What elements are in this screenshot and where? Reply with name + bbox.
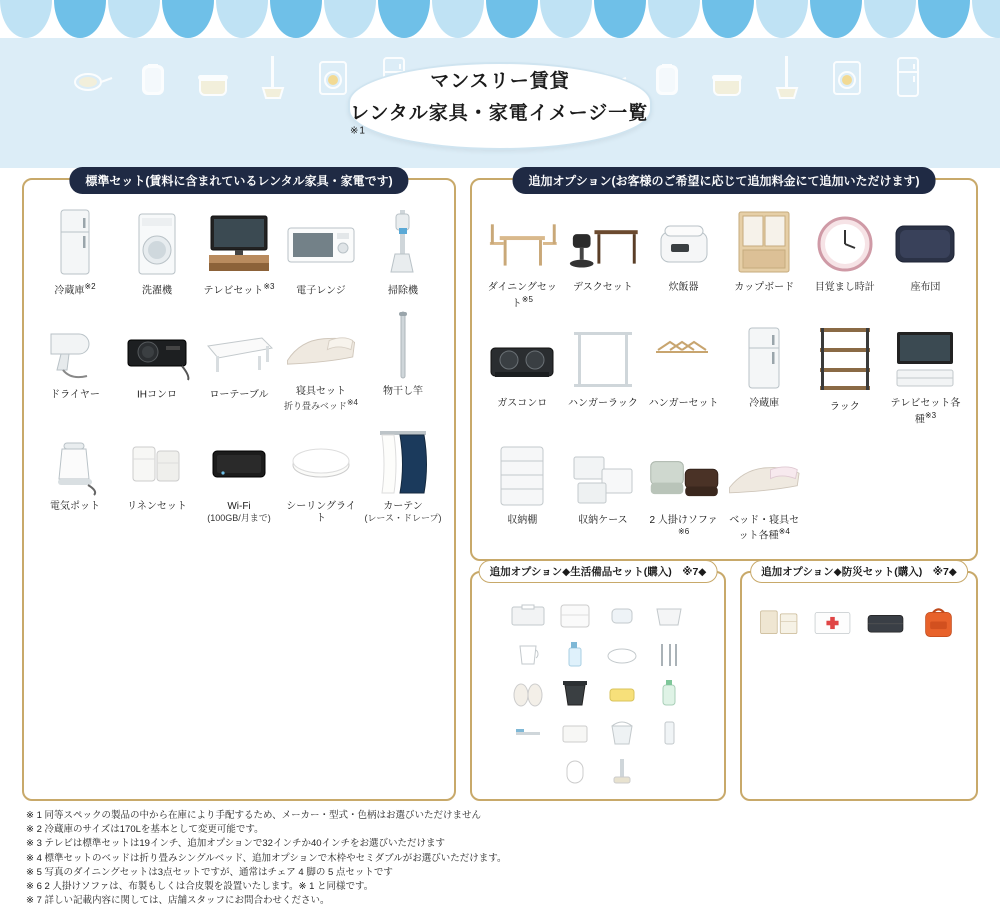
list-item — [280, 421, 362, 534]
footnote-2: ※ 2 冷蔵庫のサイズは170Lを基本として変更可能です。 — [26, 824, 264, 836]
disaster-goods-panel — [740, 565, 978, 801]
item-caption: 冷蔵庫 — [749, 398, 780, 410]
list-item — [198, 306, 280, 421]
footnote-4: ※ 4 標準セットのベッドは折り畳みシングルベッド、追加オプションで木枠やセミダブルがお選びいただけます。 — [26, 852, 507, 864]
options-grid — [482, 202, 966, 551]
footnote-7: ※ 7 詳しい記載内容に関しては、店舗スタッフにお問合わせください。 — [26, 895, 330, 907]
storage-case-icon — [565, 439, 642, 511]
item-caption: 冷蔵庫$^{※2}$ — [54, 282, 96, 297]
item-caption: ダイニングセット$^{※5}$ — [487, 282, 557, 309]
page-title-line2: レンタル家具・家電イメージ一覧$^{※1}$ — [350, 102, 649, 137]
blanket-icon — [862, 597, 909, 649]
item-caption: 2 人掛けソファ$^{※6}$ — [649, 514, 718, 537]
desk-set-icon — [565, 206, 642, 278]
first-aid-kit-icon — [809, 597, 856, 649]
list-item — [34, 306, 116, 421]
ceiling-light-icon — [282, 425, 360, 497]
list-item — [116, 421, 198, 534]
item-caption: ベッド・寝具セット各種$^{※4}$ — [729, 514, 800, 542]
bucket-icon — [600, 714, 644, 750]
list-item — [724, 435, 805, 551]
item-caption: デスクセット — [573, 282, 633, 293]
page-title — [348, 62, 652, 150]
footnotes — [22, 809, 978, 909]
item-caption: 電子レンジ — [296, 285, 346, 297]
hair-dryer-icon — [36, 310, 114, 382]
mop-icon — [766, 48, 808, 106]
emergency-food-icon — [756, 597, 803, 649]
refrigerator-icon — [886, 48, 928, 106]
item-caption: ハンガーセット — [648, 398, 719, 410]
paper-towel-icon — [553, 753, 597, 789]
item-caption: ハンガーラック — [568, 398, 638, 410]
soap-icon — [600, 597, 644, 633]
item-subcaption: 折り畳みベッド$^{※4}$ — [284, 398, 358, 412]
list-item — [362, 421, 444, 534]
washing-machine-icon — [826, 48, 868, 106]
list-item — [885, 318, 966, 434]
list-item — [563, 318, 644, 434]
awning-decoration — [0, 0, 1000, 38]
washing-machine-icon — [118, 206, 196, 278]
list-item — [116, 306, 198, 421]
item-caption: リネンセット — [127, 500, 187, 512]
list-item — [482, 202, 563, 318]
mop-icon — [252, 48, 294, 106]
linen-set-icon — [118, 425, 196, 497]
list-item — [116, 202, 198, 306]
list-item — [280, 202, 362, 306]
two-seat-sofa-icon — [645, 439, 722, 511]
list-item — [805, 318, 886, 434]
item-caption: 目覚まし時計 — [814, 282, 875, 293]
panel-columns — [22, 174, 978, 801]
storage-shelf-icon — [484, 439, 561, 511]
list-item — [643, 202, 724, 318]
low-table-icon — [200, 310, 278, 382]
pot-icon — [706, 48, 748, 106]
microwave-icon — [282, 206, 360, 278]
list-item — [362, 306, 444, 421]
item-caption: 掃除機 — [388, 285, 418, 297]
life-goods-panel — [470, 565, 726, 801]
laundry-pole-icon — [364, 310, 442, 382]
standard-set-title: 標準セット(賃料に含まれているレンタル家具・家電です) — [69, 167, 408, 194]
list-item — [724, 318, 805, 434]
emergency-backpack-icon — [915, 597, 962, 649]
cleaner-icon — [647, 714, 691, 750]
list-item — [362, 202, 444, 306]
spray-bottle-icon — [553, 636, 597, 672]
cutlery-icon — [647, 636, 691, 672]
alarm-clock-icon — [807, 206, 884, 278]
item-subcaption: (レース・ドレープ) — [364, 513, 442, 524]
hanger-set-icon — [645, 322, 722, 394]
curtain-icon — [364, 425, 442, 497]
frying-pan-icon — [72, 48, 114, 106]
list-item — [643, 435, 724, 551]
item-caption: 物干し竿 — [383, 385, 423, 397]
disaster-goods-title: 追加オプション◆防災セット(購入) ※7◆ — [750, 560, 968, 583]
tv-set-icon — [887, 322, 964, 394]
refrigerator-icon — [36, 206, 114, 278]
list-item — [280, 306, 362, 421]
list-item — [563, 202, 644, 318]
gas-stove-icon — [484, 322, 561, 394]
brush-icon — [600, 753, 644, 789]
standard-set-grid — [34, 202, 444, 534]
item-caption: ドライヤー — [50, 389, 100, 401]
hanger-rack-icon — [565, 322, 642, 394]
rice-cooker-icon — [645, 206, 722, 278]
item-caption: 座布団 — [910, 282, 941, 293]
washing-machine-icon — [312, 48, 354, 106]
pot-icon — [192, 48, 234, 106]
towel-icon — [553, 597, 597, 633]
item-caption: 収納ケース — [578, 514, 628, 526]
lower-option-panels — [470, 565, 978, 801]
awning-scallops — [0, 0, 1000, 38]
dining-set-icon — [484, 206, 561, 278]
list-item — [724, 202, 805, 318]
dish-icon — [600, 636, 644, 672]
list-item — [198, 421, 280, 534]
vacuum-cleaner-icon — [364, 206, 442, 278]
floor-cushion-icon — [887, 206, 964, 278]
basket-icon — [647, 597, 691, 633]
footnote-3: ※ 3 テレビは標準セットは19インチ、追加オプションで32インチか40インチをお選びいただけます — [26, 838, 446, 850]
item-caption: カーテン (レース・ドレープ) — [364, 500, 442, 524]
list-item — [885, 202, 966, 318]
page-header — [0, 0, 1000, 168]
standard-set-panel — [22, 174, 456, 801]
disaster-goods-images — [752, 593, 966, 653]
cupboard-icon — [726, 206, 803, 278]
list-item — [643, 318, 724, 434]
list-item — [198, 202, 280, 306]
item-caption: 洗濯機 — [142, 285, 172, 297]
content-area — [0, 168, 1000, 909]
list-item — [805, 202, 886, 318]
kettle-icon — [646, 48, 688, 106]
tissue-box-icon — [506, 597, 550, 633]
item-caption: ガスコンロ — [497, 398, 548, 410]
ih-cooker-icon — [118, 310, 196, 382]
item-caption: テレビセット各種$^{※3}$ — [890, 398, 961, 426]
footnote-5: ※ 5 写真のダイニングセットは3点セットですが、通常はチェア 4 脚の 5 点セットです — [26, 866, 393, 878]
footnote-1: ※ 1 同等スペックの製品の中から在庫により手配するため、メーカー・型式・色柄はお選びいただけません — [26, 809, 481, 821]
item-caption: カップボード — [734, 282, 795, 293]
list-item — [482, 318, 563, 434]
item-caption: 収納棚 — [507, 514, 538, 526]
item-caption: 炊飯器 — [668, 282, 699, 293]
tv-set-icon — [200, 206, 278, 278]
list-item — [34, 421, 116, 534]
item-caption: ローテーブル — [209, 389, 269, 401]
life-goods-images — [482, 593, 714, 791]
shelf-rack-icon — [807, 322, 884, 394]
item-subcaption: (100GB/月まで) — [207, 513, 271, 524]
bed-bedding-icon — [726, 439, 803, 511]
life-goods-title: 追加オプション◆生活備品セット(購入) ※7◆ — [479, 560, 718, 583]
wifi-router-icon — [200, 425, 278, 497]
refrigerator-icon — [726, 322, 803, 394]
bedding-set-icon — [282, 310, 360, 382]
item-caption: シーリングライト — [286, 500, 356, 525]
item-caption: 電気ポット — [50, 500, 100, 512]
options-panel — [470, 174, 978, 561]
kettle-icon — [132, 48, 174, 106]
list-item — [34, 202, 116, 306]
rag-icon — [553, 714, 597, 750]
item-caption: ラック — [829, 401, 860, 413]
page-title-line1: マンスリー賃貸 — [430, 70, 570, 92]
item-caption: IHコンロ — [137, 389, 177, 401]
toothbrush-icon — [506, 714, 550, 750]
list-item — [563, 435, 644, 551]
item-caption: 寝具セット 折り畳みベッド$^{※4}$ — [282, 386, 360, 413]
footnote-6: ※ 6 2 人掛けソファは、布製もしくは合皮製を設置いたします。※ 1 と同様です。 — [26, 881, 374, 893]
list-item — [482, 435, 563, 551]
cup-icon — [506, 636, 550, 672]
item-caption: Wi-Fi (100GB/月まで) — [200, 501, 278, 525]
right-column — [470, 174, 978, 801]
item-caption: テレビセット$^{※3}$ — [203, 282, 275, 297]
electric-kettle-icon — [36, 425, 114, 497]
options-title: 追加オプション(お客様のご希望に応じて追加料金にて追加いただけます) — [513, 167, 936, 194]
